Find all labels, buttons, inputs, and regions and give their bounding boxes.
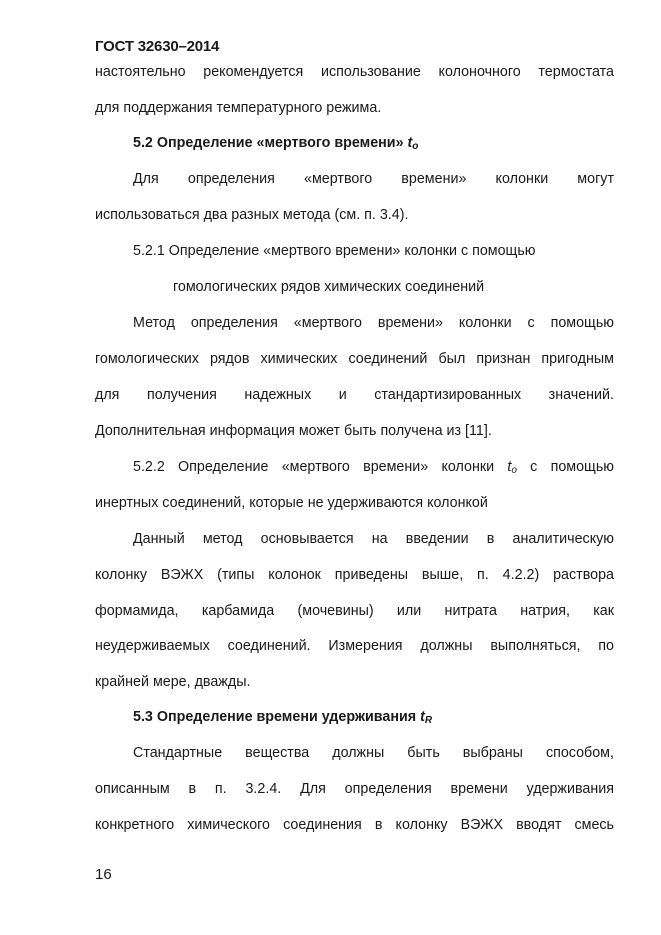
text-line: гомологических рядов химических соединений был признан пригодным <box>95 351 614 367</box>
text-line: формамида, карбамида (мочевины) или нитрата натрия, как <box>95 603 614 619</box>
subsection-heading-5-2-1-cont: гомологических рядов химических соединений <box>173 279 485 295</box>
text-line: Для определения «мертвого времени» колонки могут <box>133 171 614 187</box>
text-line: Дополнительная информация может быть получена из [11]. <box>95 423 492 439</box>
text-line: крайней мере, дважды. <box>95 674 251 690</box>
text-line: Данный метод основывается на введении в аналитическую <box>133 531 614 547</box>
document-header: ГОСТ 32630–2014 <box>95 38 220 55</box>
subsection-heading-5-2-1: 5.2.1 Определение «мертвого времени» колонки с помощью <box>133 243 536 259</box>
text-line: колонку ВЭЖХ (типы колонок приведены выше, п. 4.2.2) раствора <box>95 567 614 583</box>
text-line: описанным в п. 3.2.4. Для определения времени удерживания <box>95 781 614 797</box>
subsection-heading-5-2-2-cont: инертных соединений, которые не удерживаются колонкой <box>95 495 488 511</box>
subsection-heading-5-2-2: 5.2.2 Определение «мертвого времени» колонки $t_o$ с помощью <box>133 459 614 476</box>
text-line: использоваться два разных метода (см. п. 3.4). <box>95 207 409 223</box>
text-line: настоятельно рекомендуется использование колоночного термостата <box>95 64 614 80</box>
text-line: конкретного химического соединения в колонку ВЭЖХ вводят смесь <box>95 817 614 833</box>
section-heading-5-2: 5.2 Определение «мертвого времени» $t_o$ <box>133 135 419 152</box>
text-line: Метод определения «мертвого времени» колонки с помощью <box>133 315 614 331</box>
text-line: для поддержания температурного режима. <box>95 100 382 116</box>
text-line: для получения надежных и стандартизированных значений. <box>95 387 614 403</box>
text-line: Стандартные вещества должны быть выбраны способом, <box>133 745 614 761</box>
section-heading-5-3: 5.3 Определение времени удерживания $t_R$ <box>133 709 433 726</box>
page-number: 16 <box>95 866 112 883</box>
text-line: неудерживаемых соединений. Измерения должны выполняться, по <box>95 638 614 654</box>
